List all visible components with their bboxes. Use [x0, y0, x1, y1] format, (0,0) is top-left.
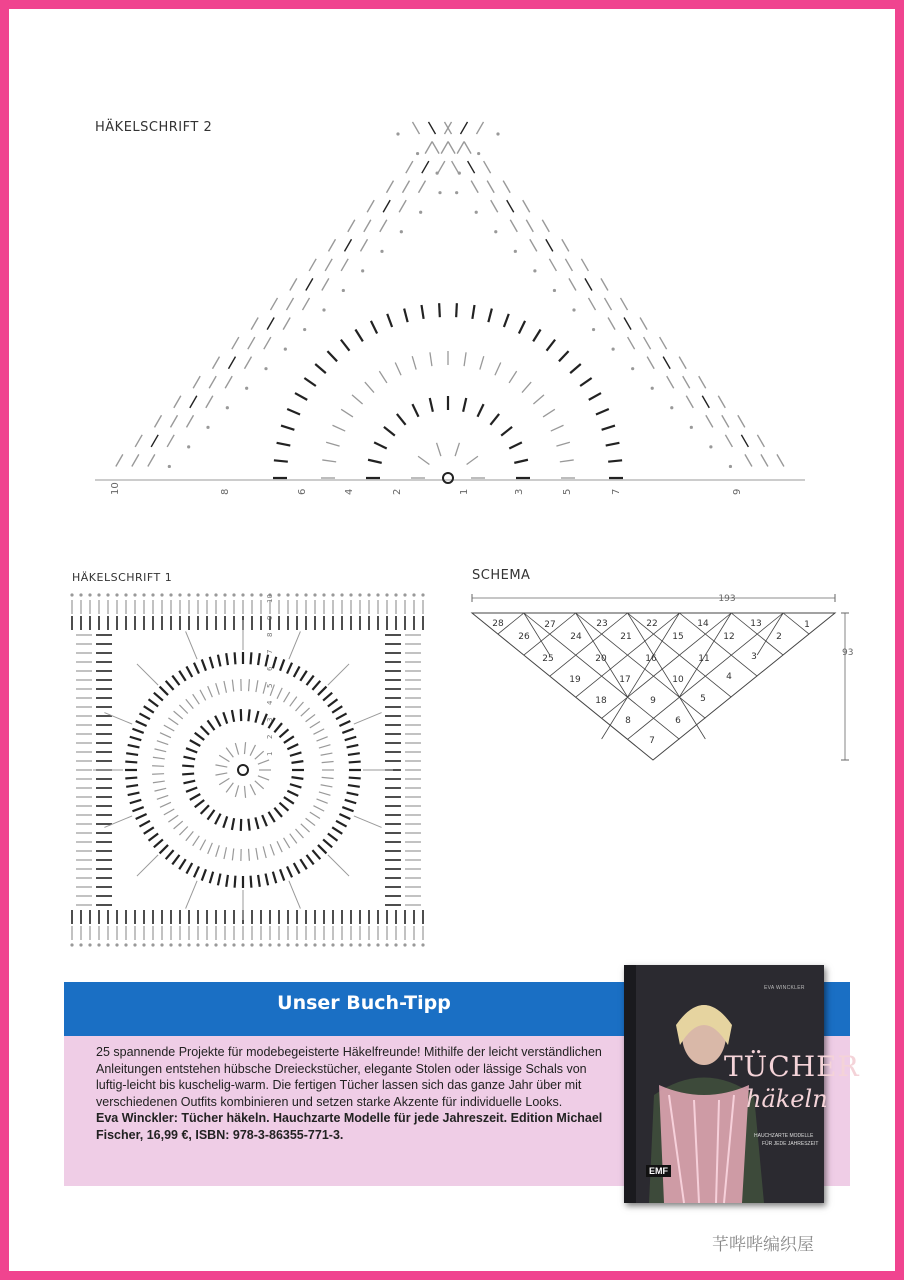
schema-cell-number: 3	[751, 652, 757, 662]
schema-cell-number: 17	[619, 675, 631, 685]
chart1-row-number: 3	[266, 717, 274, 722]
book-cover-image	[624, 965, 860, 1203]
chart1-row-number: 6	[266, 666, 274, 671]
schema-diagonal	[550, 613, 628, 676]
schema-diagonal	[602, 613, 735, 718]
chart1-title: HÄKELSCHRIFT 1	[72, 571, 173, 584]
book-title: TÜCHER	[724, 1050, 860, 1083]
schema-cell-number: 12	[723, 632, 735, 642]
schema-cell-number: 14	[697, 619, 709, 629]
book-publisher-logo: EMF	[646, 1165, 671, 1177]
schema-cell-number: 8	[625, 716, 631, 726]
book-tip-details: Eva Winckler: Tücher häkeln. Hauchzarte Modelle für jede Jahreszeit. Edition Michael Fischer, 16,99 €, ISBN: 978-3-86355-771-3.	[96, 1111, 603, 1142]
chart1-row-number: 4	[266, 700, 274, 705]
chart2-row-number: 6	[297, 488, 308, 495]
schema-cell-number: 9	[650, 696, 656, 706]
chart2-row-number: 3	[514, 488, 525, 495]
chart2-title: HÄKELSCHRIFT 2	[95, 120, 213, 135]
schema-cell-number: 16	[645, 654, 657, 664]
schema-cell-number: 15	[672, 632, 684, 642]
schema-title: SCHEMA	[472, 568, 531, 583]
schema-cell-number: 19	[569, 675, 581, 685]
chart1-row-number: 8	[266, 632, 274, 637]
schema-cell-number: 5	[700, 694, 706, 704]
schema-cell-number: 21	[620, 632, 632, 642]
chart2-row-number: 10	[110, 482, 121, 495]
book-tip-text	[96, 1044, 616, 1143]
chart1-row-number: 10	[266, 594, 274, 603]
chart2-row-number: 8	[220, 488, 231, 495]
schema-cell-number: 27	[544, 620, 556, 630]
schema-cell-number: 13	[750, 619, 762, 629]
schema-cell-number: 2	[776, 632, 782, 642]
schema-grid-line	[602, 613, 680, 739]
book-tagline-1: HAUCHZARTE MODELLE	[754, 1133, 814, 1139]
chart1-row-number: 9	[266, 615, 274, 620]
schema-diagonal	[679, 613, 757, 676]
schema-cell-number: 11	[698, 654, 710, 664]
chart2-row-number: 2	[392, 488, 403, 495]
schema-height-value: 93	[842, 648, 854, 658]
schema-cell-number: 28	[492, 619, 504, 629]
chart1-row-number: 2	[266, 734, 274, 739]
schema-grid-line	[628, 613, 706, 739]
schema-cell-number: 10	[672, 675, 684, 685]
schema-cell-number: 24	[570, 632, 582, 642]
schema-cell-number: 25	[542, 654, 554, 664]
chart2-row-number: 1	[459, 488, 470, 495]
book-subtitle: häkeln	[746, 1085, 828, 1113]
watermark: 芊哔哔编织屋	[712, 1235, 814, 1255]
book-tagline-2: FÜR JEDE JAHRESZEIT	[762, 1141, 819, 1147]
chart2-row-number: 9	[732, 488, 743, 495]
schema-cell-number: 26	[518, 632, 530, 642]
book-author: EVA WINCKLER	[764, 985, 805, 991]
schema-cell-number: 22	[646, 619, 658, 629]
schema-cell-number: 18	[595, 696, 607, 706]
schema-width-value: 193	[718, 594, 736, 604]
schema-cell-number: 7	[649, 736, 655, 746]
chart2-row-number: 5	[562, 488, 573, 495]
schema-cell-number: 20	[595, 654, 607, 664]
schema-cell-number: 6	[675, 716, 681, 726]
chart1-row-number: 5	[266, 683, 274, 688]
schema-cell-number: 23	[596, 619, 608, 629]
chart1-row-number: 1	[266, 751, 274, 756]
schema-cell-number: 4	[726, 672, 732, 682]
schema-cell-number: 1	[804, 620, 810, 630]
chart2-row-number: 7	[611, 488, 622, 495]
book-tip-title: Unser Buch-Tipp	[277, 992, 451, 1014]
chart2-row-number: 4	[344, 488, 355, 495]
book-tip-description: 25 spannende Projekte für modebegeisterte Häkelfreunde! Mithilfe der leicht verständlichen Anleitungen entstehen hübsche Dreieckstücher, elegante Stolen oder lässige Schals von luftig-leicht bis kuschelig-warm. Die fertigen Tücher lassen sich das ganze Jahr über mit verschiedenen Outfits kombinieren und setzen starke Akzente für individuelle Looks.	[96, 1045, 602, 1109]
chart1-row-number: 7	[266, 649, 274, 654]
